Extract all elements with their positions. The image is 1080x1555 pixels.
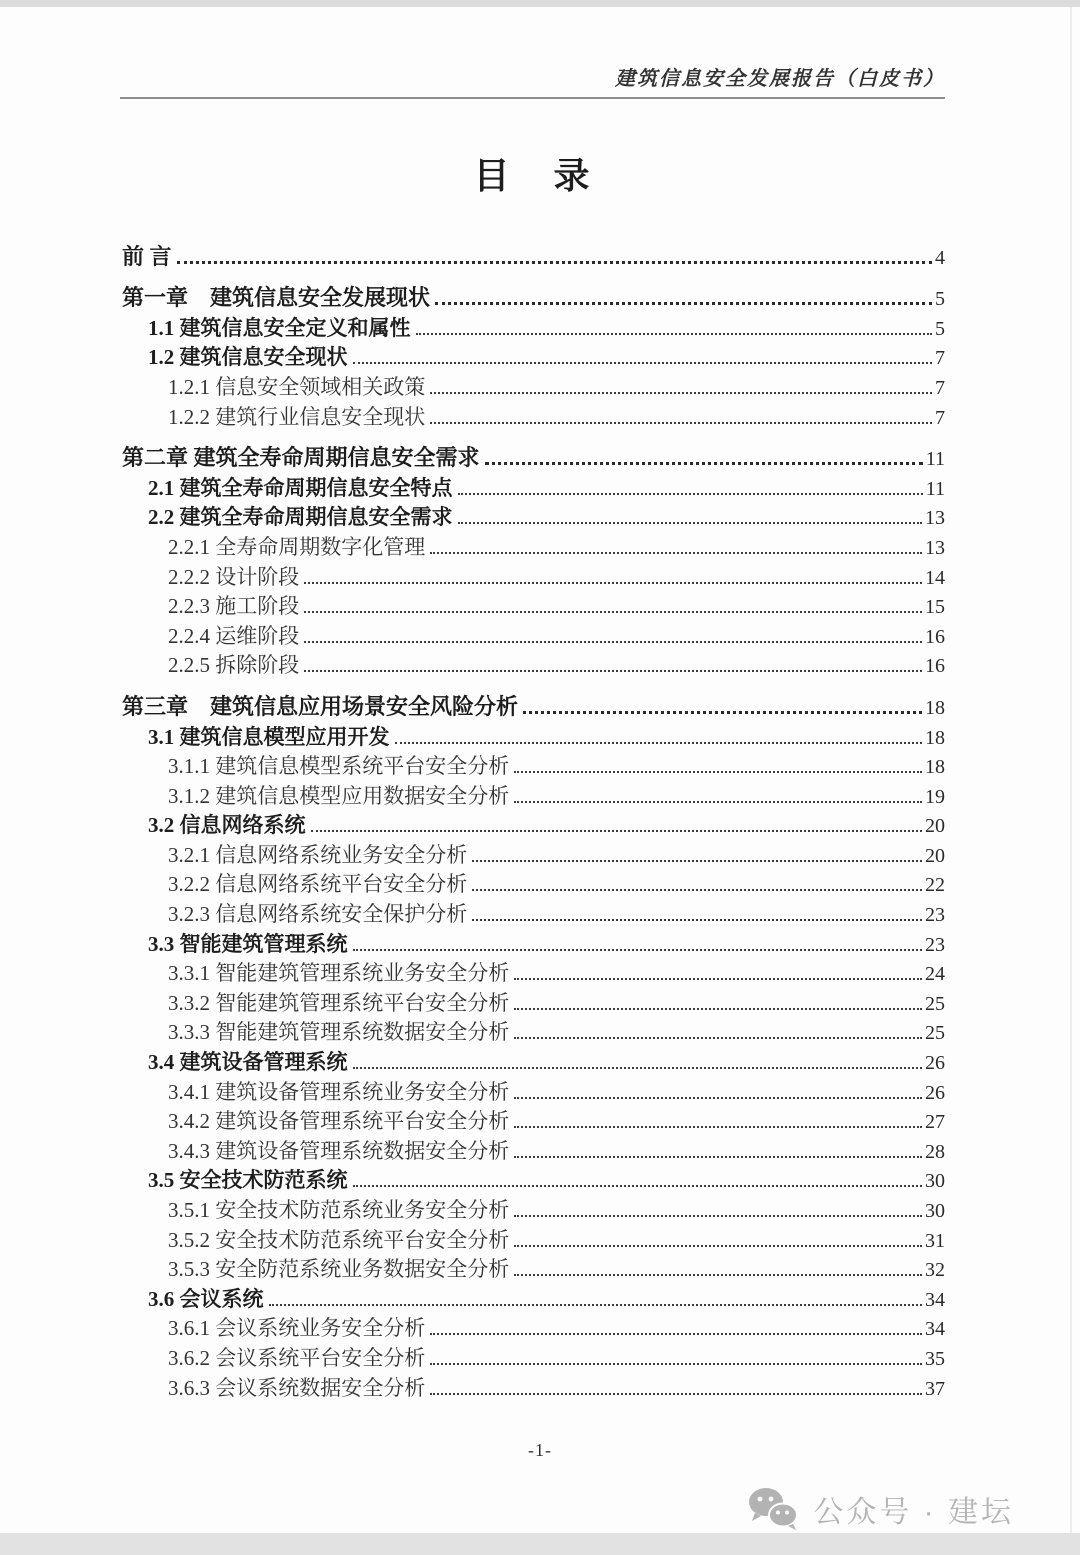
dot-leader bbox=[514, 978, 922, 980]
toc-page-number: 23 bbox=[925, 933, 945, 956]
dot-leader bbox=[395, 742, 923, 744]
toc-entry bbox=[122, 1251, 945, 1281]
toc-entry bbox=[122, 925, 945, 955]
toc-entry bbox=[122, 748, 945, 778]
toc-entry bbox=[122, 866, 945, 896]
dot-leader bbox=[514, 1037, 922, 1039]
toc-page-number: 27 bbox=[925, 1111, 945, 1134]
toc-entry bbox=[122, 1280, 945, 1310]
dot-leader bbox=[416, 333, 933, 335]
toc-entry bbox=[122, 1310, 945, 1340]
toc-entry bbox=[122, 1132, 945, 1162]
toc-entry-label: 3.3.2 智能建筑管理系统平台安全分析 bbox=[168, 990, 510, 1015]
dot-leader bbox=[304, 641, 922, 643]
toc-entry-label: 3.2.1 信息网络系统业务安全分析 bbox=[168, 842, 468, 867]
dot-leader bbox=[485, 462, 923, 465]
toc-entry-label: 3.6.1 会议系统业务安全分析 bbox=[168, 1316, 426, 1341]
toc-entry bbox=[122, 895, 945, 925]
dot-leader bbox=[472, 889, 922, 891]
toc-entry bbox=[122, 238, 945, 268]
toc-entry-label: 第一章 建筑信息安全发展现状 bbox=[122, 285, 431, 311]
dot-leader bbox=[353, 362, 933, 364]
dot-leader bbox=[304, 582, 922, 584]
toc-entry-label: 3.4.1 建筑设备管理系统业务安全分析 bbox=[168, 1079, 510, 1104]
toc-entry bbox=[122, 647, 945, 677]
toc-page-number: 22 bbox=[925, 874, 945, 897]
dot-leader bbox=[514, 1245, 922, 1247]
toc-entry-label: 3.6 会议系统 bbox=[148, 1286, 264, 1311]
wechat-icon bbox=[747, 1487, 799, 1531]
toc-entry-label: 3.4.2 建筑设备管理系统平台安全分析 bbox=[168, 1109, 510, 1134]
dot-leader bbox=[304, 670, 922, 672]
toc-entry-label: 3.5.1 安全技术防范系统业务安全分析 bbox=[168, 1198, 510, 1222]
toc-entry bbox=[122, 440, 945, 470]
toc-entry-label: 前 言 bbox=[122, 243, 172, 269]
toc-page-number: 25 bbox=[925, 992, 945, 1015]
toc-entry-label: 第三章 建筑信息应用场景安全风险分析 bbox=[122, 693, 519, 719]
watermark bbox=[747, 1487, 1014, 1531]
dot-leader bbox=[430, 1393, 922, 1395]
toc-entry bbox=[122, 955, 945, 985]
dot-leader bbox=[458, 493, 923, 495]
dot-leader bbox=[269, 1304, 923, 1306]
toc-entry-label: 2.2 建筑全寿命周期信息安全需求 bbox=[148, 505, 453, 530]
dot-leader bbox=[430, 552, 922, 554]
header-rule bbox=[120, 97, 945, 99]
dot-leader bbox=[514, 771, 922, 773]
toc-entry-label: 3.3 智能建筑管理系统 bbox=[148, 931, 348, 956]
dot-leader bbox=[177, 261, 932, 264]
toc-entry-label: 1.2 建筑信息安全现状 bbox=[148, 345, 348, 370]
toc-page-number: 20 bbox=[925, 844, 945, 867]
toc-page-number: 15 bbox=[925, 596, 945, 619]
toc-entry bbox=[122, 688, 945, 718]
toc-entry bbox=[122, 1221, 945, 1251]
toc-page-number: 7 bbox=[935, 376, 945, 399]
dot-leader bbox=[311, 830, 923, 832]
toc-page-number: 24 bbox=[925, 963, 945, 986]
toc-entry bbox=[122, 1162, 945, 1192]
toc-entry bbox=[122, 368, 945, 398]
toc-entry-label: 2.1 建筑全寿命周期信息安全特点 bbox=[148, 475, 453, 500]
toc-entry bbox=[122, 558, 945, 588]
toc-entry-label: 1.2.1 信息安全领域相关政策 bbox=[168, 374, 426, 399]
toc-page-number: 32 bbox=[925, 1259, 945, 1282]
toc-entry-label: 3.5 安全技术防范系统 bbox=[148, 1168, 348, 1193]
toc-entry-label: 3.4 建筑设备管理系统 bbox=[148, 1050, 348, 1075]
toc-entry-label: 3.6.2 会议系统平台安全分析 bbox=[168, 1345, 426, 1370]
dot-leader bbox=[514, 801, 922, 803]
toc-entry bbox=[122, 398, 945, 428]
toc-entry bbox=[122, 588, 945, 618]
dot-leader bbox=[514, 1274, 922, 1276]
toc-page-number: 34 bbox=[925, 1288, 945, 1311]
toc-entry-label: 3.3.1 智能建筑管理系统业务安全分析 bbox=[168, 961, 510, 986]
dot-leader bbox=[514, 1097, 922, 1099]
toc-entry bbox=[122, 309, 945, 339]
toc-page-number: 14 bbox=[925, 566, 945, 589]
toc-page-number: 26 bbox=[925, 1052, 945, 1075]
toc-entry bbox=[122, 528, 945, 558]
toc-entry-label: 3.3.3 智能建筑管理系统数据安全分析 bbox=[168, 1020, 510, 1045]
dot-leader bbox=[353, 949, 923, 951]
toc-page-number: 37 bbox=[925, 1377, 945, 1400]
running-header: 建筑信息安全发展报告（白皮书） bbox=[615, 68, 945, 90]
toc-entry bbox=[122, 984, 945, 1014]
dot-leader bbox=[458, 522, 923, 524]
toc-page-number: 7 bbox=[935, 347, 945, 370]
toc-entry-label: 3.1.2 建筑信息模型应用数据安全分析 bbox=[168, 783, 510, 808]
watermark-text: 公众号 · 建坛 bbox=[813, 1496, 1014, 1529]
toc-entry bbox=[122, 499, 945, 529]
toc-entry-label: 2.2.2 设计阶段 bbox=[168, 564, 300, 589]
toc-entry-label: 3.2 信息网络系统 bbox=[148, 813, 306, 838]
toc-page-number: 23 bbox=[925, 904, 945, 927]
dot-leader bbox=[523, 711, 922, 714]
scan-edge-top bbox=[0, 0, 1080, 7]
toc-page-number: 34 bbox=[925, 1318, 945, 1341]
toc-entry-label: 3.1.1 建筑信息模型系统平台安全分析 bbox=[168, 754, 510, 779]
toc-page-number: 7 bbox=[935, 406, 945, 429]
toc-entry bbox=[122, 1369, 945, 1399]
toc-page-number: 31 bbox=[925, 1229, 945, 1252]
toc-entry-label: 2.2.5 拆除阶段 bbox=[168, 653, 300, 678]
toc-page-number: 20 bbox=[925, 815, 945, 838]
dot-leader bbox=[430, 1333, 922, 1335]
dot-leader bbox=[472, 919, 922, 921]
toc-entry-label: 第二章 建筑全寿命周期信息安全需求 bbox=[122, 445, 480, 471]
dot-leader bbox=[435, 302, 932, 305]
dot-leader bbox=[514, 1215, 922, 1217]
dot-leader bbox=[353, 1185, 923, 1187]
dot-leader bbox=[514, 1008, 922, 1010]
toc-page-number: 19 bbox=[925, 785, 945, 808]
toc-page-number: 28 bbox=[925, 1140, 945, 1163]
toc-entry bbox=[122, 1073, 945, 1103]
toc-entry bbox=[122, 617, 945, 647]
toc-page-number: 35 bbox=[925, 1347, 945, 1370]
dot-leader bbox=[514, 1156, 922, 1158]
toc-entry bbox=[122, 807, 945, 837]
toc-entry-label: 2.2.1 全寿命周期数字化管理 bbox=[168, 534, 426, 559]
toc-page-number: 25 bbox=[925, 1022, 945, 1045]
toc-entry bbox=[122, 1014, 945, 1044]
toc-page-number: 13 bbox=[925, 507, 945, 530]
toc-entry-label: 3.2.3 信息网络系统安全保护分析 bbox=[168, 902, 468, 927]
dot-leader bbox=[304, 611, 922, 613]
toc-page-number: 26 bbox=[925, 1081, 945, 1104]
dot-leader bbox=[472, 860, 922, 862]
toc-entry bbox=[122, 1191, 945, 1221]
toc-entry bbox=[122, 718, 945, 748]
toc-list bbox=[122, 238, 945, 1399]
toc-entry-label: 3.5.3 安全防范系统业务数据安全分析 bbox=[168, 1257, 510, 1282]
toc-page-number: 5 bbox=[935, 317, 945, 340]
toc-entry bbox=[122, 280, 945, 310]
dot-leader bbox=[430, 392, 932, 394]
toc-page-number: 30 bbox=[925, 1200, 945, 1222]
toc-page-number: 30 bbox=[925, 1170, 945, 1193]
toc-entry-label: 3.5.2 安全技术防范系统平台安全分析 bbox=[168, 1227, 510, 1252]
scan-edge-bottom bbox=[0, 1533, 1080, 1555]
toc-page-number: 5 bbox=[935, 288, 945, 311]
toc-page-number: 16 bbox=[925, 655, 945, 678]
toc-entry bbox=[122, 777, 945, 807]
toc-entry-label: 3.2.2 信息网络系统平台安全分析 bbox=[168, 872, 468, 897]
toc-page-number: 4 bbox=[935, 246, 945, 269]
page-title: 目 录 bbox=[473, 156, 594, 196]
toc-entry-label: 1.1 建筑信息安全定义和属性 bbox=[148, 315, 411, 340]
toc-entry-label: 1.2.2 建筑行业信息安全现状 bbox=[168, 404, 426, 429]
toc-entry-label: 3.6.3 会议系统数据安全分析 bbox=[168, 1375, 426, 1400]
toc-entry bbox=[122, 1339, 945, 1369]
toc-page-number: 18 bbox=[925, 696, 945, 719]
toc-entry-label: 3.4.3 建筑设备管理系统数据安全分析 bbox=[168, 1138, 510, 1163]
toc-entry bbox=[122, 1043, 945, 1073]
toc-entry-label: 3.1 建筑信息模型应用开发 bbox=[148, 724, 390, 749]
scan-edge-right bbox=[1070, 7, 1072, 1533]
dot-leader bbox=[430, 1363, 922, 1365]
toc-entry-label: 2.2.3 施工阶段 bbox=[168, 594, 300, 619]
toc-entry-label: 2.2.4 运维阶段 bbox=[168, 623, 300, 648]
dot-leader bbox=[353, 1067, 923, 1069]
toc-page-number: 11 bbox=[925, 448, 945, 471]
toc-entry bbox=[122, 1103, 945, 1133]
footer-page-number: -1- bbox=[528, 1440, 552, 1460]
toc-page-number: 16 bbox=[925, 625, 945, 648]
toc-page-number: 11 bbox=[925, 477, 945, 500]
dot-leader bbox=[430, 422, 932, 424]
toc-entry bbox=[122, 339, 945, 369]
dot-leader bbox=[514, 1126, 922, 1128]
toc-page-number: 18 bbox=[925, 756, 945, 779]
toc-page-number: 13 bbox=[925, 536, 945, 559]
toc-entry bbox=[122, 836, 945, 866]
toc-entry bbox=[122, 469, 945, 499]
toc-page-number: 18 bbox=[925, 726, 945, 749]
